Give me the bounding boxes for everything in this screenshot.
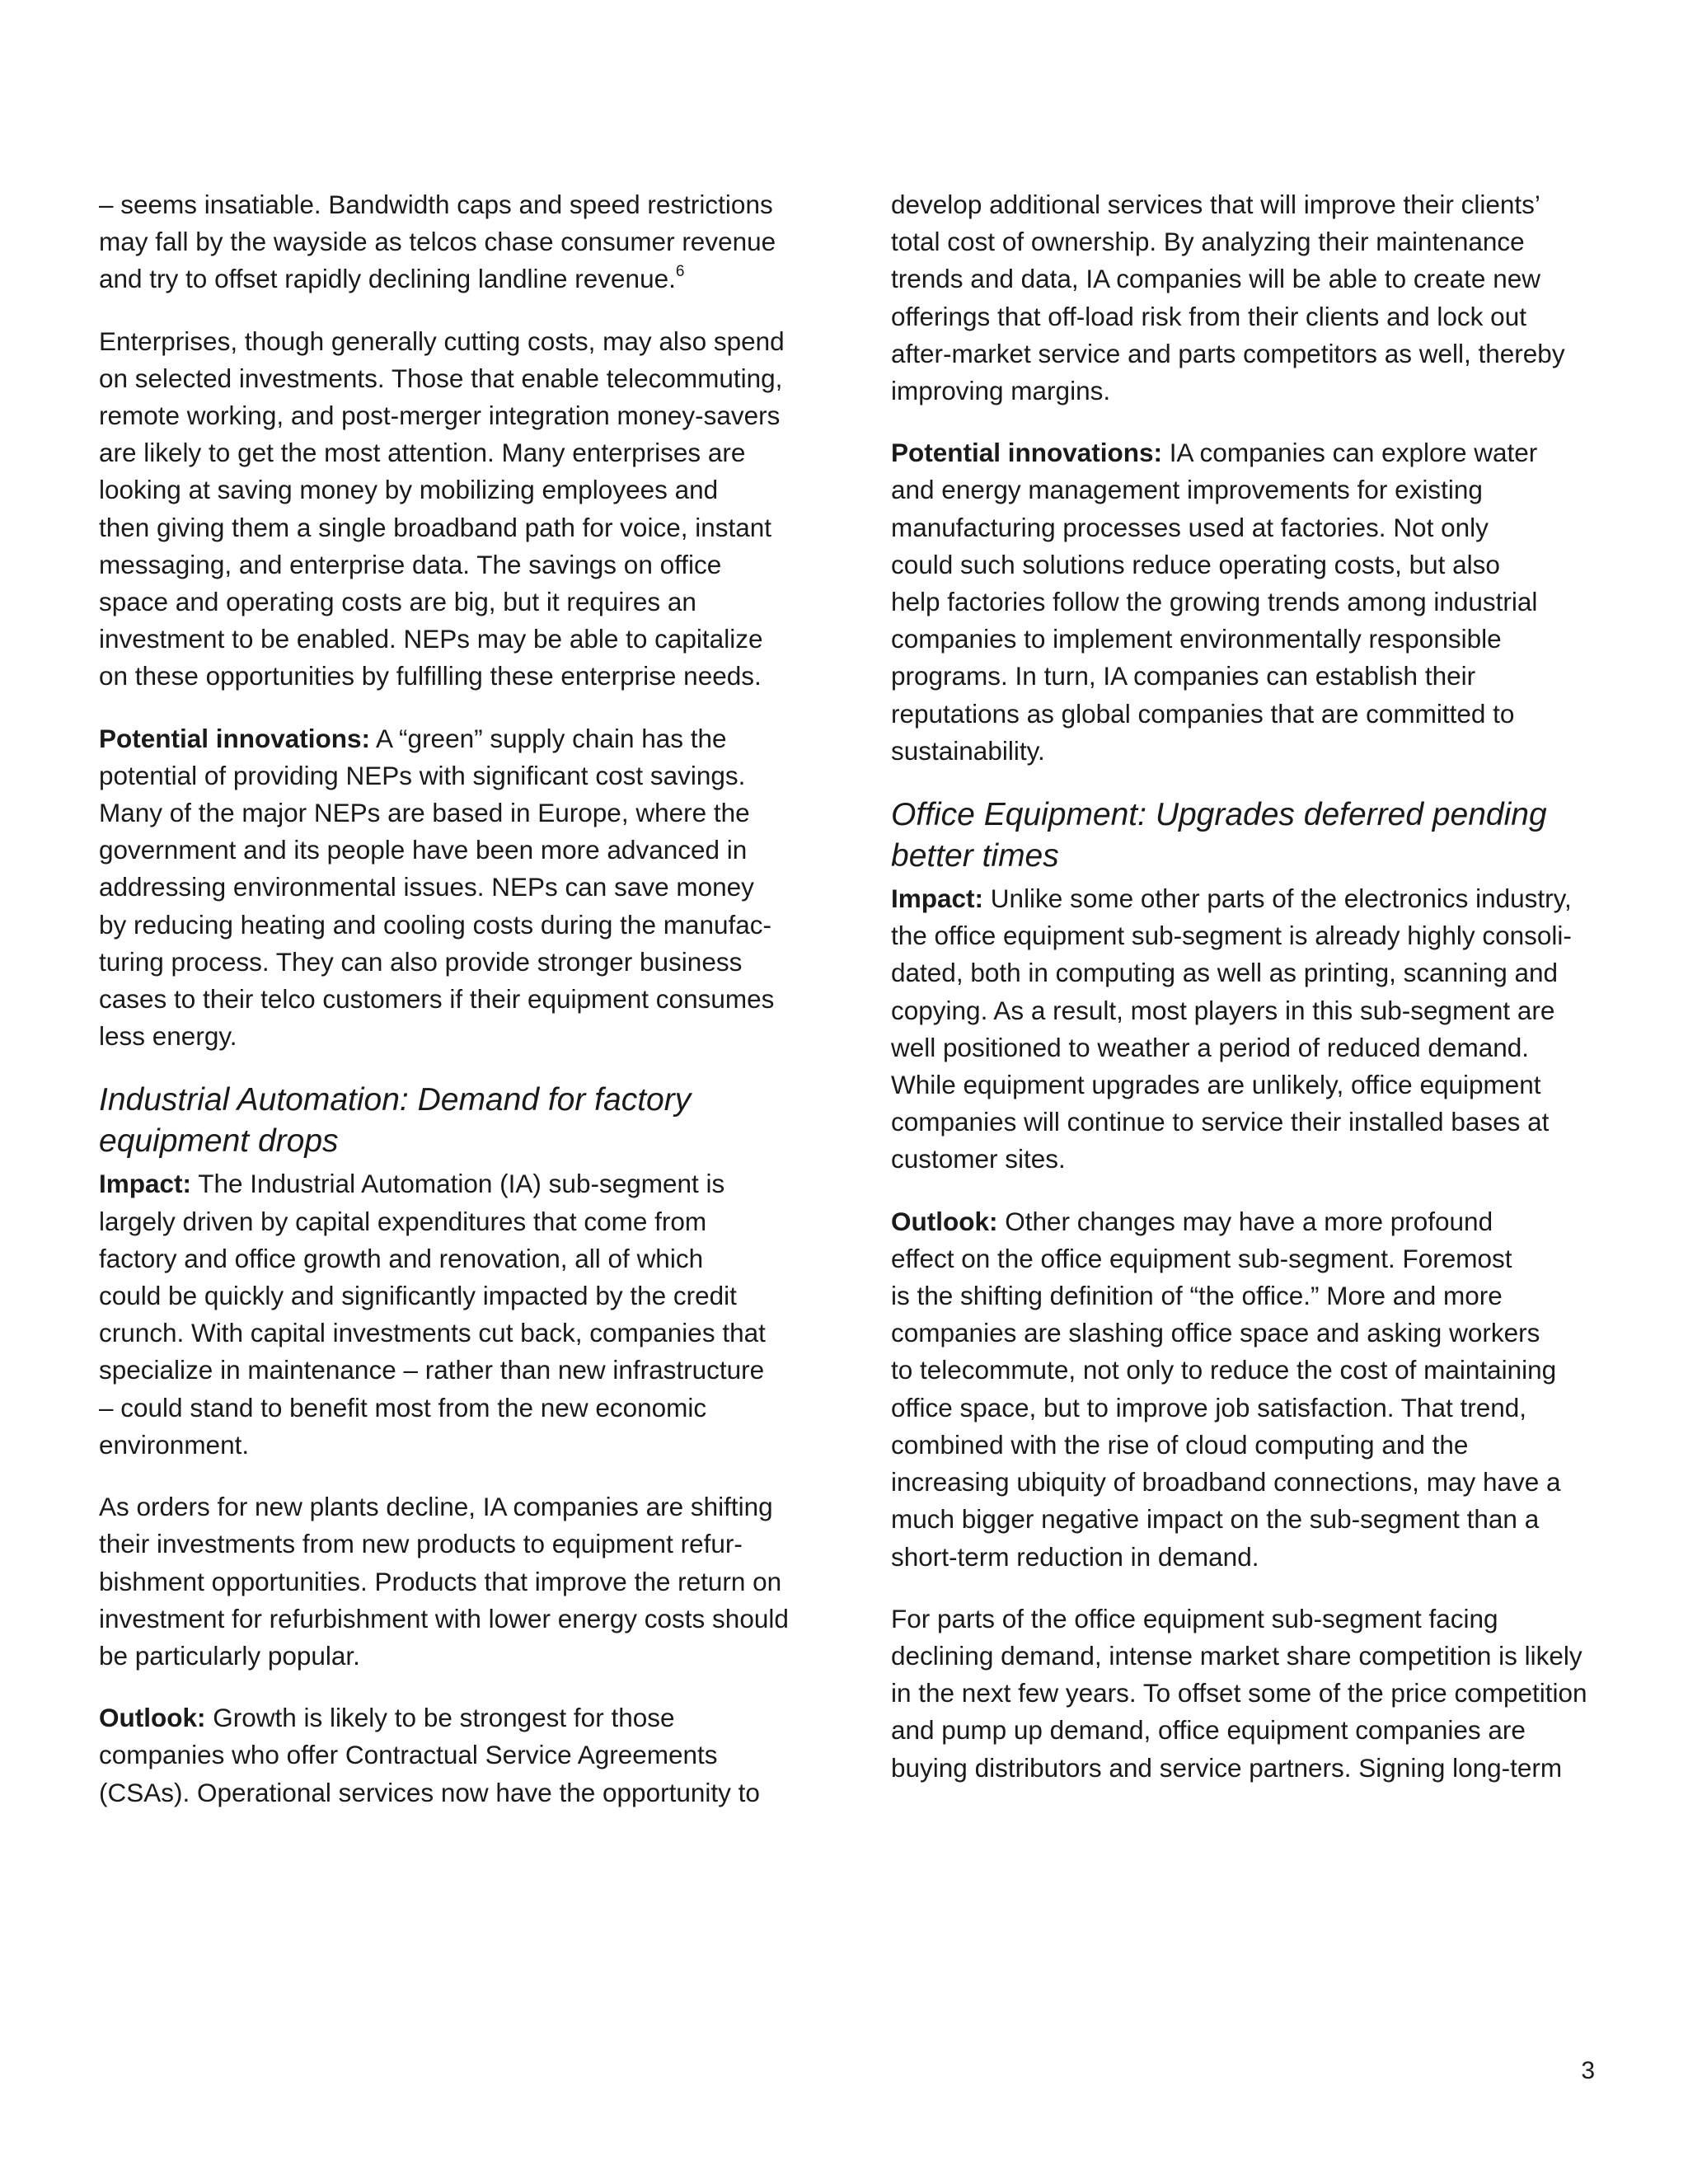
text-line: companies to implement environmentally responsible: [891, 624, 1502, 654]
text-line: largely driven by capital expenditures that come from: [99, 1206, 707, 1236]
text-line: government and its people have been more advanced in: [99, 835, 748, 865]
footnote-marker: 6: [675, 263, 685, 281]
paragraph-ia-impact: [99, 1165, 799, 1464]
text-line: – seems insatiable. Bandwidth caps and speed restrictions: [99, 190, 773, 219]
paragraph-oe-impact: [891, 880, 1592, 1179]
heading-industrial-automation: [99, 1080, 799, 1162]
text-line: Many of the major NEPs are based in Europe, where the: [99, 798, 750, 828]
text-line: declining demand, intense market share competition is likely: [891, 1640, 1582, 1671]
text-line: investment to be enabled. NEPs may be able to capitalize: [99, 624, 763, 654]
text-line: [99, 260, 799, 298]
text-line: customer sites.: [891, 1144, 1066, 1174]
text-line: sustainability.: [891, 735, 1045, 766]
text-line: environment.: [99, 1429, 250, 1460]
text-line: – could stand to benefit most from the new economic: [99, 1392, 707, 1422]
text-line: [99, 1165, 799, 1202]
text-line: copying. As a result, most players in this sub-segment are: [891, 995, 1555, 1025]
paragraph-oe-competition: [891, 1601, 1592, 1787]
text-line: help factories follow the growing trends among industrial: [891, 587, 1538, 617]
text-line: [891, 880, 1592, 917]
text-line-content: Unlike some other parts of the electronics industry,: [990, 883, 1572, 914]
text-line: [99, 1699, 799, 1736]
lead-label: Impact:: [99, 1169, 192, 1199]
lead-label: Outlook:: [99, 1703, 206, 1733]
text-line-content: A “green” supply chain has the: [376, 723, 727, 753]
text-line: companies who offer Contractual Service Agreements: [99, 1740, 718, 1770]
paragraph-ia-orders: [99, 1488, 799, 1675]
text-line-content: and try to offset rapidly declining landline revenue.: [99, 264, 676, 294]
text-line: dated, both in computing as well as printing, scanning and: [891, 958, 1559, 988]
heading-line: Industrial Automation: Demand for factory: [99, 1082, 692, 1118]
text-line-content: The Industrial Automation (IA) sub-segment is: [198, 1169, 725, 1199]
text-line: are likely to get the most attention. Many enterprises are: [99, 438, 746, 468]
text-line: specialize in maintenance – rather than new infrastructure: [99, 1355, 765, 1385]
text-line: trends and data, IA companies will be able to create new: [891, 264, 1540, 294]
text-line: in the next few years. To offset some of the price competition: [891, 1678, 1587, 1708]
text-line: programs. In turn, IA companies can establish their: [891, 661, 1476, 691]
text-line-content: Other changes may have a more profound: [1005, 1206, 1493, 1236]
text-line: space and operating costs are big, but it requires an: [99, 587, 696, 617]
text-line: increasing ubiquity of broadband connections, may have a: [891, 1467, 1561, 1497]
text-line: [99, 720, 799, 757]
text-line: effect on the office equipment sub-segment. Foremost: [891, 1243, 1512, 1273]
text-line: to telecommute, not only to reduce the cost of maintaining: [891, 1355, 1557, 1385]
text-line: may fall by the wayside as telcos chase consumer revenue: [99, 227, 776, 257]
lead-label: Impact:: [891, 883, 984, 914]
text-line: could such solutions reduce operating costs, but also: [891, 549, 1500, 579]
heading-line: equipment drops: [99, 1123, 339, 1160]
text-line: total cost of ownership. By analyzing their maintenance: [891, 227, 1525, 257]
text-line: (CSAs). Operational services now have the opportunity to: [99, 1777, 760, 1807]
text-line: [891, 1203, 1592, 1240]
heading-line: Office Equipment: Upgrades deferred pending: [891, 797, 1547, 833]
left-column: [99, 186, 799, 1836]
paragraph-broadband-demand: [99, 186, 799, 298]
text-line: reputations as global companies that are committed to: [891, 698, 1515, 729]
text-line-content: IA companies can explore water: [1169, 438, 1538, 468]
text-line: manufacturing processes used at factories. Not only: [891, 512, 1489, 542]
paragraph-enterprises: [99, 323, 799, 696]
text-line: by reducing heating and cooling costs during the manufac-: [99, 909, 772, 940]
text-line: office space, but to improve job satisfaction. That trend,: [891, 1392, 1527, 1422]
paragraph-ia-services: [891, 186, 1592, 410]
text-line: on selected investments. Those that enable telecommuting,: [99, 363, 783, 393]
text-line: crunch. With capital investments cut back, companies that: [99, 1318, 766, 1348]
text-line: messaging, and enterprise data. The savings on office: [99, 549, 722, 579]
text-line: potential of providing NEPs with significant cost savings.: [99, 760, 746, 790]
text-line: develop additional services that will improve their clients’: [891, 190, 1540, 219]
text-line: improving margins.: [891, 376, 1111, 406]
text-line: well positioned to weather a period of reduced demand.: [891, 1032, 1529, 1062]
text-line: Enterprises, though generally cutting costs, may also spend: [99, 326, 785, 356]
paragraph-ia-outlook: [99, 1699, 799, 1811]
right-column: [891, 186, 1592, 1811]
text-line: For parts of the office equipment sub-segment facing: [891, 1603, 1498, 1633]
text-line: companies are slashing office space and asking workers: [891, 1318, 1540, 1348]
text-line: combined with the rise of cloud computing and the: [891, 1429, 1469, 1460]
paragraph-ia-innovations: [891, 434, 1592, 770]
text-line: and pump up demand, office equipment companies are: [891, 1715, 1526, 1746]
text-line: and energy management improvements for existing: [891, 475, 1483, 505]
text-line: short-term reduction in demand.: [891, 1541, 1259, 1572]
text-line: less energy.: [99, 1021, 237, 1052]
text-line: looking at saving money by mobilizing employees and: [99, 475, 719, 505]
text-line: bishment opportunities. Products that improve the return on: [99, 1566, 782, 1596]
text-line-content: Growth is likely to be strongest for those: [213, 1703, 675, 1733]
text-line: cases to their telco customers if their equipment consumes: [99, 984, 775, 1015]
text-line: addressing environmental issues. NEPs can save money: [99, 872, 754, 902]
lead-label: Potential innovations:: [891, 438, 1163, 468]
lead-label: Outlook:: [891, 1206, 998, 1236]
text-line: remote working, and post-merger integration money-savers: [99, 401, 781, 431]
text-line: investment for refurbishment with lower energy costs should: [99, 1603, 789, 1633]
text-line: buying distributors and service partners. Signing long-term: [891, 1752, 1563, 1783]
text-line: companies will continue to service their installed bases at: [891, 1107, 1550, 1137]
text-line: after-market service and parts competitors as well, thereby: [891, 338, 1565, 368]
lead-label: Potential innovations:: [99, 723, 371, 753]
text-line: the office equipment sub-segment is already highly consoli-: [891, 921, 1572, 951]
text-line: could be quickly and significantly impacted by the credit: [99, 1281, 737, 1311]
text-line: be particularly popular.: [99, 1640, 360, 1671]
text-line: on these opportunities by fulfilling these enterprise needs.: [99, 661, 762, 691]
heading-office-equipment: [891, 794, 1592, 877]
text-line: turing process. They can also provide stronger business: [99, 946, 743, 977]
text-line: [891, 434, 1592, 471]
heading-line: better times: [891, 838, 1059, 874]
page-number: 3: [1581, 2057, 1595, 2084]
paragraph-oe-outlook: [891, 1203, 1592, 1576]
text-line: their investments from new products to equipment refur-: [99, 1529, 743, 1559]
paragraph-nep-innovations: [99, 720, 799, 1056]
text-line: factory and office growth and renovation, all of which: [99, 1243, 704, 1273]
text-line: As orders for new plants decline, IA companies are shifting: [99, 1492, 773, 1522]
text-line: While equipment upgrades are unlikely, office equipment: [891, 1070, 1541, 1100]
text-line: is the shifting definition of “the office.” More and more: [891, 1281, 1503, 1311]
text-line: much bigger negative impact on the sub-segment than a: [891, 1504, 1540, 1535]
text-line: then giving them a single broadband path for voice, instant: [99, 512, 772, 542]
text-line: offerings that off-load risk from their clients and lock out: [891, 301, 1526, 331]
